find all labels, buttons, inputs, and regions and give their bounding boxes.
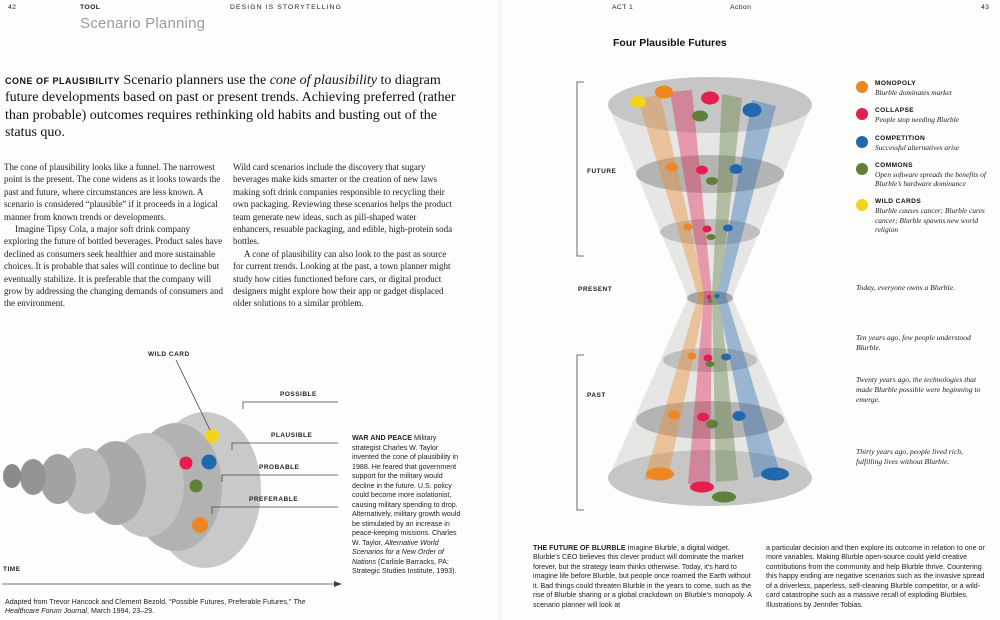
lede-text-2: to diagram future developments based on past or present trends. Achieving preferred (rather than probable) outcomes requires rethinking old habits and busting out of the status quo.	[5, 73, 456, 141]
sidebar-lead-in: WAR AND PEACE	[352, 434, 413, 442]
lede-italic-term: cone of plausibility	[269, 73, 378, 88]
present-label: PRESENT	[578, 286, 613, 293]
legend-name: COLLAPSE	[875, 107, 915, 115]
four-futures-hourglass-diagram	[540, 60, 850, 538]
time-axis-labels	[577, 82, 617, 510]
body-paragraph: A cone of plausibility can also look to the past as source for current trends. Looking at the past, a town planner might study how cities functioned before cars, or digital product designers might explore how their app or gadget displaced older solutions to a similar problem.	[233, 248, 451, 309]
scenario-legend	[856, 80, 996, 244]
monopoly-dot	[666, 163, 678, 172]
commons-color-dot	[856, 163, 868, 175]
left-running-head: DESIGN IS STORYTELLING	[230, 4, 342, 11]
legend-item-monopoly	[856, 80, 996, 97]
timeline-note-thirty-years: Thirty years ago, people lived rich, fulfilling lives without Blurble.	[856, 447, 963, 466]
funnel-rings	[3, 412, 261, 568]
cone-of-plausibility-diagram	[0, 344, 345, 596]
right-body-column-2	[766, 544, 990, 610]
source-caption	[5, 598, 335, 616]
left-body-column-2	[233, 161, 453, 310]
legend-name: COMMONS	[875, 161, 913, 169]
competition-dot	[730, 164, 743, 174]
left-page-number: 42	[8, 4, 17, 11]
sidebar-citation-title: Alternative World Scenarios for a New Order of Nations	[352, 538, 444, 566]
collapse-dot	[701, 92, 719, 105]
caption-journal-title: The Healthcare Forum Journal	[5, 598, 306, 616]
commons-dot	[708, 299, 712, 303]
preferable-label: PREFERABLE	[249, 496, 299, 503]
collapse-dot	[697, 413, 709, 422]
caption-text-2: , March 1994, 23–29.	[87, 607, 155, 616]
probable-label: PROBABLE	[259, 464, 300, 471]
plausible-label: PLAUSIBLE	[271, 432, 313, 439]
collapse-dot	[690, 482, 714, 493]
commons-dot	[712, 492, 736, 503]
future-label: FUTURE	[587, 168, 617, 175]
possible-label: POSSIBLE	[280, 391, 317, 398]
lede-text-1: Scenario planners use the	[120, 73, 270, 88]
legend-name: COMPETITION	[875, 134, 926, 142]
time-axis-label: TIME	[3, 566, 21, 573]
commons-dot	[190, 480, 203, 493]
body-paragraph: The cone of plausibility looks like a funnel. The narrowest point is the present. The cone widens as it looks towards the past and future, where circumstances are less known. A scenario is considered “plausible” if it proceeds in a logical manner from known trends or developments.	[4, 162, 221, 222]
competition-dot	[733, 411, 746, 421]
body-paragraph: Wild card scenarios include the discovery that sugary beverages make kids smarter or the creation of new laws making soft drink companies responsible to recycling their own packaging. Reviewing these scenarios helps the product team generate new ideas, such as pill-shaped water enhancers, resuable packaging, and edible, high-protein soda bottles.	[233, 162, 453, 247]
left-body-column-1	[4, 161, 224, 310]
competition-dot	[202, 455, 217, 470]
collapse-dot	[180, 457, 193, 470]
commons-dot	[706, 177, 718, 185]
wild-card-label: WILD CARD	[148, 351, 190, 358]
sidebar-text: Military strategist Charles W. Taylor invented the cone of plausibility in 1988. He feared that government support for the military would decline in the future. U.S. policy could become more isolationist, causing military spending to drop. Alternatively, military growth would be stimulated by an increase in peace-keeping missions. Charles W. Taylor,	[352, 434, 461, 547]
monopoly-dot	[684, 224, 693, 231]
collapse-dot	[707, 295, 711, 299]
monopoly-dot	[646, 468, 674, 481]
commons-dot	[706, 361, 715, 367]
left-kicker: TOOL	[80, 4, 101, 11]
caption-text-1: Adapted from Trevor Hancock and Clement Bezold, “Possible Futures, Preferable Futures,”	[5, 598, 294, 606]
monopoly-color-dot	[856, 81, 868, 93]
lede-paragraph	[5, 72, 459, 141]
right-page-number: 43	[981, 4, 990, 11]
collapse-color-dot	[856, 108, 868, 120]
right-act-label: ACT 1	[612, 4, 634, 11]
monopoly-dot	[192, 517, 208, 533]
competition-dot	[715, 294, 720, 299]
right-body-text-2: a particular decision and then explore its outcome in relation to one or more variables. Making Blurble open-source could yield creative contributions from the community and help Blurble thrive. Countering this happy ending are negative scenarios such as the invasive spread of a driverless, paperless, self-cleaning Blurble competitor, or a wild-card catastrophe such as a massive recall of exploding Blurbles. Illustrations by Jennifer Tobias.	[766, 544, 985, 609]
legend-item-competition	[856, 135, 996, 152]
time-axis-arrowhead	[334, 581, 342, 587]
past-label: PAST	[587, 392, 606, 399]
legend-item-collapse	[856, 107, 996, 124]
legend-desc: Blurble dominates market	[875, 88, 952, 97]
legend-item-commons	[856, 162, 996, 189]
right-body-column-1	[533, 544, 757, 610]
figure-title: Four Plausible Futures	[613, 37, 727, 49]
legend-name: MONOPOLY	[875, 80, 917, 87]
commons-dot	[707, 234, 716, 240]
legend-desc: Successful alternatives arise	[875, 142, 960, 152]
commons-dot	[706, 420, 718, 429]
collapse-dot	[696, 166, 708, 175]
monopoly-dot	[668, 411, 680, 420]
legend-name: WILD CARDS	[875, 198, 922, 206]
sidebar-citation-rest: (Carlisle Barracks, PA: Strategic Studies Institute, 1993).	[352, 557, 457, 575]
competition-dot	[761, 468, 789, 481]
wild-card-dot	[630, 96, 646, 108]
right-body-text-1: Imagine Blurble, a digital widget. Blurble’s CEO believes this clever product will dominate the market forever, but the strategy team thinks otherwise. Today, it’s hard to imagine life before Blurble, but people once roamed the Earth without it. Bad things could threaten Blurble in the years to come, such as the rise of Blurble sharing or a global crackdown on Blurble’s monopoly. A scenario planner will look at	[533, 544, 752, 609]
monopoly-dot	[688, 353, 697, 360]
legend-desc: Open software spreads the benefits of Blurble’s hardware dominance	[875, 169, 986, 188]
collapse-dot	[704, 355, 713, 362]
competition-dot	[723, 225, 733, 232]
future-bracket	[577, 82, 584, 256]
competition-dot	[743, 103, 762, 117]
body-paragraph: Imagine Tipsy Cola, a major soft drink company exploring the future of bottled beverages. Product sales have declined as consumers seek healthier and more sustainable choices. It is probable that sales will continue to decline but eventually stabilize. It is preferable that the company will grow by addressing the changing demands of consumers and the environment.	[4, 224, 223, 309]
legend-item-wild-cards	[856, 198, 996, 234]
collapse-dot	[703, 226, 712, 233]
right-running-head: Action	[730, 4, 752, 11]
legend-desc: People stop needing Blurble	[875, 115, 959, 125]
chapter-title: Scenario Planning	[80, 15, 206, 32]
war-and-peace-note	[352, 434, 462, 577]
commons-dot	[692, 111, 708, 122]
legend-desc: Blurble causes cancer; Blurble cures cancer; Blurble spawns new world religion	[875, 206, 985, 234]
right-body-lead-in: THE FUTURE OF BLURBLE	[533, 544, 626, 552]
possible-bracket	[243, 402, 338, 409]
past-bracket	[577, 355, 584, 510]
lede-lead-in: CONE OF PLAUSIBILITY	[5, 76, 121, 86]
wild-card-dot	[205, 429, 219, 443]
timeline-note-today: Today, everyone owns a Blurble.	[856, 283, 955, 292]
timeline-note-twenty-years: Twenty years ago, the technologies that made Blurble possible were beginning to emerge.	[856, 375, 981, 404]
page-gutter	[496, 0, 504, 620]
monopoly-dot	[699, 293, 703, 297]
competition-color-dot	[856, 136, 868, 148]
competition-dot	[721, 354, 731, 361]
timeline-note-ten-years: Ten years ago, few people understood Blurble.	[856, 333, 971, 352]
monopoly-dot	[655, 86, 673, 99]
wild-cards-color-dot	[856, 199, 868, 211]
